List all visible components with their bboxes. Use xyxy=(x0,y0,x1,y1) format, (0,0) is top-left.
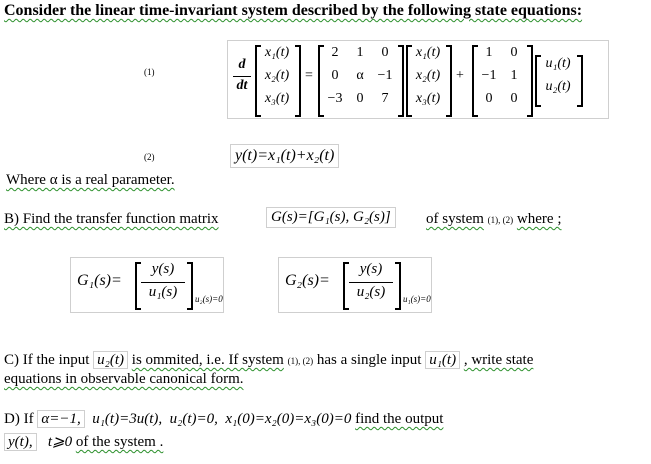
part-b-prefix: B) Find the transfer function matrix xyxy=(4,211,219,227)
part-d-line1 xyxy=(4,411,443,428)
x-vec-1: x₁(t) xyxy=(264,45,290,60)
part-d-alpha: α=−1, xyxy=(37,410,84,428)
g1-definition xyxy=(70,257,224,313)
part-d-u2: u₂(t)=0, xyxy=(169,411,218,427)
part-c-line2: equations in observable canonical form. xyxy=(4,371,244,387)
part-c-single-input: u₁(t) xyxy=(425,351,460,369)
x-vec-3: x₃(t) xyxy=(264,91,290,106)
part-d-t: t⩾0 xyxy=(47,434,73,450)
a-13: 0 xyxy=(381,45,389,60)
g1-den: u₁(s) xyxy=(148,284,178,300)
part-d-y: y(t), xyxy=(4,433,37,451)
part-b-of-system: of system xyxy=(426,211,484,227)
a-22: α xyxy=(356,68,364,83)
b-31: 0 xyxy=(485,91,493,106)
g2-condition: u₁(s)=0 xyxy=(403,294,431,304)
x-vec2-3: x₃(t) xyxy=(415,91,441,106)
g1-lhs: G₁(s)= xyxy=(77,272,122,289)
part-d-find-output: find the output xyxy=(355,411,444,427)
part-d-ic: x₁(0)=x₂(0)=x₃(0)=0 xyxy=(225,411,352,427)
state-equation xyxy=(227,40,609,119)
deriv-num: d xyxy=(238,57,246,72)
transfer-matrix: G(s)=[G₁(s), G₂(s)] xyxy=(266,207,396,228)
a-12: 1 xyxy=(356,45,364,60)
part-c-single-input-text: has a single input xyxy=(316,352,422,368)
a-33: 7 xyxy=(381,91,389,106)
x-vec2-2: x₂(t) xyxy=(415,68,441,83)
part-c-refs: (1), (2) xyxy=(287,356,314,366)
x-vec2-1: x₁(t) xyxy=(415,45,441,60)
part-c-intro: C) If the input xyxy=(4,352,90,368)
problem-title: Consider the linear time-invariant system described by the following state equations: xyxy=(4,2,583,19)
b-21: −1 xyxy=(481,68,497,83)
part-d-line2 xyxy=(4,432,163,451)
part-d-u1: u₁(t)=3u(t), xyxy=(92,411,163,427)
part-d-prefix: D) If xyxy=(4,411,34,427)
b-22: 1 xyxy=(510,68,518,83)
g2-lhs: G₂(s)= xyxy=(285,272,330,289)
a-31: −3 xyxy=(327,91,343,106)
x-vec-2: x₂(t) xyxy=(264,68,290,83)
b-11: 1 xyxy=(485,45,493,60)
g1-num: y(s) xyxy=(151,261,175,277)
u-vec-1: u₁(t) xyxy=(545,56,571,71)
equals-sign: = xyxy=(305,68,313,83)
g2-definition xyxy=(278,257,432,313)
g2-num: y(s) xyxy=(359,261,383,277)
a-11: 2 xyxy=(331,45,339,60)
u-vec-2: u₂(t) xyxy=(545,79,571,94)
output-equation: y(t)=x₁(t)+x₂(t) xyxy=(230,144,339,168)
plus-sign: + xyxy=(456,68,464,83)
a-23: −1 xyxy=(377,68,393,83)
a-32: 0 xyxy=(356,91,364,106)
part-b-refs: (1), (2) xyxy=(487,215,514,225)
where-text: Where α is a real parameter. xyxy=(6,172,175,188)
equation-1-label: (1) xyxy=(144,67,155,77)
part-c-line1 xyxy=(4,352,533,369)
part-c-write-state: , write state xyxy=(463,352,534,368)
g2-den: u₂(s) xyxy=(356,284,386,300)
g1-condition: u₂(s)=0 xyxy=(195,294,223,304)
part-b-where: where ; xyxy=(516,211,562,227)
part-d-end: of the system . xyxy=(75,434,164,450)
part-c-omitted: is ommited, i.e. If system xyxy=(131,352,284,368)
a-21: 0 xyxy=(331,68,339,83)
equation-2-label: (2) xyxy=(144,152,155,162)
part-c-input: u₂(t) xyxy=(93,351,128,369)
b-12: 0 xyxy=(510,45,518,60)
deriv-den: dt xyxy=(236,78,248,93)
b-32: 0 xyxy=(510,91,518,106)
